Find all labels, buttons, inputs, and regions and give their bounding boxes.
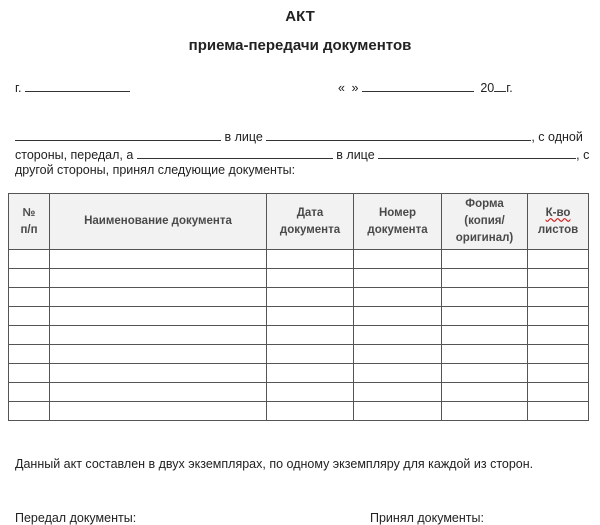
- table-row: [9, 383, 589, 402]
- handed-over-label: Передал документы:: [15, 511, 137, 525]
- table-cell[interactable]: [50, 402, 267, 421]
- table-cell[interactable]: [528, 326, 589, 345]
- table-cell[interactable]: [267, 288, 354, 307]
- header-row-number: [9, 194, 50, 250]
- header-count-line2: листов: [537, 223, 579, 236]
- header-sheet-count: [528, 194, 589, 250]
- note-text: Данный акт составлен в двух экземплярах, по одному экземпляру для каждой из сторон.: [15, 457, 534, 471]
- table-cell[interactable]: [442, 307, 528, 326]
- received-label: Принял документы:: [370, 511, 484, 525]
- table-cell[interactable]: [528, 269, 589, 288]
- party-line-2: [15, 147, 589, 162]
- party-line-3: другой стороны, принял следующие документы:: [15, 163, 296, 177]
- date-blank[interactable]: [362, 80, 474, 92]
- year-prefix: 20: [480, 81, 495, 95]
- table-cell[interactable]: [528, 345, 589, 364]
- date-quote-open: «: [338, 81, 345, 95]
- header-document-name: [50, 194, 267, 250]
- table-cell[interactable]: [528, 307, 589, 326]
- table-header-row: [9, 194, 589, 250]
- header-count-line1: К-во: [545, 206, 571, 219]
- party2-name-blank[interactable]: [137, 147, 333, 159]
- table-cell[interactable]: [354, 326, 442, 345]
- table-cell[interactable]: [442, 269, 528, 288]
- header-num-line2: п/п: [20, 223, 38, 236]
- table-cell[interactable]: [267, 250, 354, 269]
- header-form-line2: (копия/: [464, 215, 505, 227]
- table-row: [9, 402, 589, 421]
- table-cell[interactable]: [267, 402, 354, 421]
- table-cell[interactable]: [50, 269, 267, 288]
- header-form-line3: оригинал): [455, 232, 514, 244]
- table-body: [9, 250, 589, 421]
- table-cell[interactable]: [9, 364, 50, 383]
- table-cell[interactable]: [442, 250, 528, 269]
- table-row: [9, 288, 589, 307]
- table-cell[interactable]: [528, 250, 589, 269]
- party2-rep-blank[interactable]: [378, 147, 576, 159]
- table-cell[interactable]: [528, 402, 589, 421]
- year-suffix: г.: [506, 81, 513, 95]
- table-cell[interactable]: [50, 307, 267, 326]
- table-cell[interactable]: [354, 307, 442, 326]
- table-cell[interactable]: [267, 307, 354, 326]
- header-number-line2: документа: [367, 223, 428, 236]
- party-line-1: [15, 129, 583, 144]
- table-cell[interactable]: [528, 383, 589, 402]
- table-cell[interactable]: [50, 383, 267, 402]
- table-cell[interactable]: [50, 364, 267, 383]
- party2-comma-with: , с: [576, 148, 590, 162]
- table-cell[interactable]: [267, 383, 354, 402]
- table-row: [9, 326, 589, 345]
- table-cell[interactable]: [50, 326, 267, 345]
- table-row: [9, 364, 589, 383]
- header-document-date: [267, 194, 354, 250]
- documents-table: [8, 193, 589, 421]
- year-blank[interactable]: [494, 80, 506, 92]
- date-line: [338, 80, 513, 95]
- table-cell[interactable]: [267, 269, 354, 288]
- party1-rep-blank[interactable]: [266, 129, 531, 141]
- table-cell[interactable]: [528, 288, 589, 307]
- table-row: [9, 250, 589, 269]
- table-cell[interactable]: [9, 326, 50, 345]
- header-date-line2: документа: [279, 223, 341, 236]
- date-quote-close: »: [351, 81, 359, 95]
- table-cell[interactable]: [442, 402, 528, 421]
- table-cell[interactable]: [442, 383, 528, 402]
- city-line: [15, 80, 130, 95]
- table-cell[interactable]: [354, 402, 442, 421]
- party1-in-person: в лице: [224, 130, 263, 144]
- table-cell[interactable]: [9, 307, 50, 326]
- header-number-line1: Номер: [378, 206, 417, 219]
- party2-in-person: в лице: [336, 148, 375, 162]
- table-cell[interactable]: [50, 345, 267, 364]
- header-num-line1: №: [22, 206, 36, 219]
- table-cell[interactable]: [354, 345, 442, 364]
- document-subtitle: приема-передачи документов: [188, 37, 412, 54]
- party1-name-blank[interactable]: [15, 129, 221, 141]
- table-cell[interactable]: [442, 288, 528, 307]
- table-cell[interactable]: [9, 269, 50, 288]
- city-blank[interactable]: [25, 80, 130, 92]
- header-form-line1: Форма: [465, 198, 504, 210]
- table-cell[interactable]: [528, 364, 589, 383]
- header-document-form: [442, 194, 528, 250]
- table-cell[interactable]: [442, 364, 528, 383]
- table-cell[interactable]: [354, 269, 442, 288]
- table-cell[interactable]: [50, 288, 267, 307]
- table-cell[interactable]: [9, 402, 50, 421]
- header-document-number: [354, 194, 442, 250]
- table-cell[interactable]: [442, 345, 528, 364]
- table-cell[interactable]: [354, 364, 442, 383]
- table-cell[interactable]: [267, 345, 354, 364]
- party-side-transferred: стороны, передал, а: [15, 148, 134, 162]
- table-cell[interactable]: [267, 364, 354, 383]
- table-cell[interactable]: [442, 326, 528, 345]
- city-prefix: г.: [15, 81, 22, 95]
- header-date-line1: Дата: [296, 206, 324, 219]
- table-cell[interactable]: [354, 383, 442, 402]
- table-row: [9, 307, 589, 326]
- table-cell[interactable]: [9, 250, 50, 269]
- table-row: [9, 345, 589, 364]
- table-cell[interactable]: [354, 250, 442, 269]
- table-cell[interactable]: [9, 345, 50, 364]
- party1-one-side: , с одной: [531, 130, 583, 144]
- table-cell[interactable]: [9, 288, 50, 307]
- header-name-text: Наименование документа: [84, 215, 232, 227]
- table-cell[interactable]: [9, 383, 50, 402]
- table-cell[interactable]: [267, 326, 354, 345]
- document-title: АКТ: [285, 8, 315, 25]
- table-cell[interactable]: [50, 250, 267, 269]
- table-row: [9, 269, 589, 288]
- table-cell[interactable]: [354, 288, 442, 307]
